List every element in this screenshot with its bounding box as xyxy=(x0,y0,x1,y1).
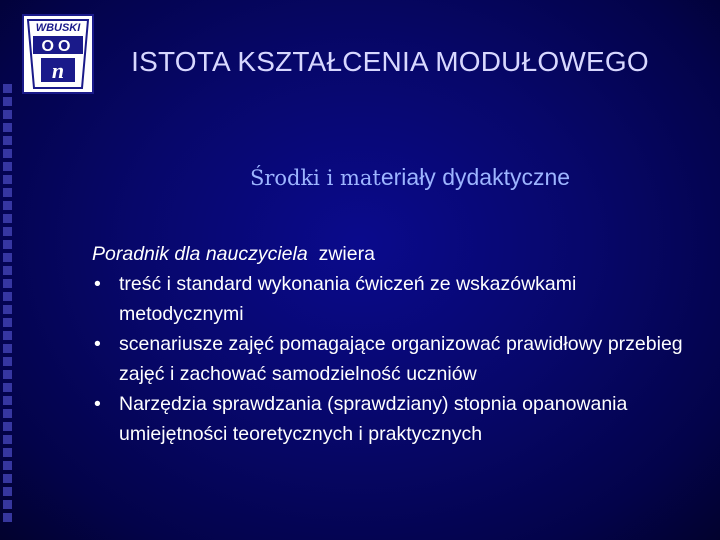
square-decoration xyxy=(3,240,12,249)
bullet-icon: • xyxy=(94,393,101,415)
bullet-list xyxy=(92,269,702,449)
intro-line xyxy=(92,239,702,269)
square-decoration xyxy=(3,513,12,522)
square-decoration xyxy=(3,136,12,145)
intro-rest: zwiera xyxy=(318,243,375,265)
square-decoration xyxy=(3,123,12,132)
square-decoration xyxy=(3,448,12,457)
wbuski-logo xyxy=(22,14,94,94)
decorative-squares xyxy=(3,84,23,524)
list-item xyxy=(92,269,702,329)
square-decoration xyxy=(3,461,12,470)
square-decoration xyxy=(3,266,12,275)
square-decoration xyxy=(3,500,12,509)
square-decoration xyxy=(3,383,12,392)
square-decoration xyxy=(3,396,12,405)
square-decoration xyxy=(3,97,12,106)
logo-letters-mid: OO xyxy=(41,38,75,55)
subtitle-part-2: eriały dydaktyczne xyxy=(380,164,571,190)
list-item-text: scenariusze zajęć pomagające organizować prawidłowy przebieg zajęć i zachować samodzielność uczniów xyxy=(119,333,683,385)
square-decoration xyxy=(3,162,12,171)
square-decoration xyxy=(3,84,12,93)
slide-subtitle xyxy=(190,164,630,191)
list-item-text: treść i standard wykonania ćwiczeń ze wskazówkami metodycznymi xyxy=(119,273,577,325)
square-decoration xyxy=(3,110,12,119)
square-decoration xyxy=(3,214,12,223)
square-decoration xyxy=(3,435,12,444)
list-item-text: Narzędzia sprawdzania (sprawdziany) stopnia opanowania umiejętności teoretycznych i praktycznych xyxy=(119,393,628,445)
square-decoration xyxy=(3,370,12,379)
square-decoration xyxy=(3,227,12,236)
square-decoration xyxy=(3,175,12,184)
square-decoration xyxy=(3,331,12,340)
logo-text: WBUSKI xyxy=(35,22,81,34)
square-decoration xyxy=(3,344,12,353)
list-item xyxy=(92,389,702,449)
square-decoration xyxy=(3,487,12,496)
square-decoration xyxy=(3,279,12,288)
list-item xyxy=(92,329,702,389)
bullet-icon: • xyxy=(94,333,101,355)
square-decoration xyxy=(3,201,12,210)
square-decoration xyxy=(3,305,12,314)
square-decoration xyxy=(3,357,12,366)
square-decoration xyxy=(3,422,12,431)
square-decoration xyxy=(3,253,12,262)
logo-graphic xyxy=(24,16,92,92)
logo-letter-low: n xyxy=(51,58,65,83)
slide-content xyxy=(92,239,702,449)
square-decoration xyxy=(3,292,12,301)
square-decoration xyxy=(3,149,12,158)
square-decoration xyxy=(3,409,12,418)
bullet-icon: • xyxy=(94,273,101,295)
square-decoration xyxy=(3,188,12,197)
page-title: ISTOTA KSZTAŁCENIA MODUŁOWEGO xyxy=(131,46,649,77)
square-decoration xyxy=(3,474,12,483)
subtitle-part-1: Środki i mat xyxy=(249,166,381,190)
square-decoration xyxy=(3,318,12,327)
intro-emphasis: Poradnik dla nauczyciela xyxy=(92,243,308,265)
